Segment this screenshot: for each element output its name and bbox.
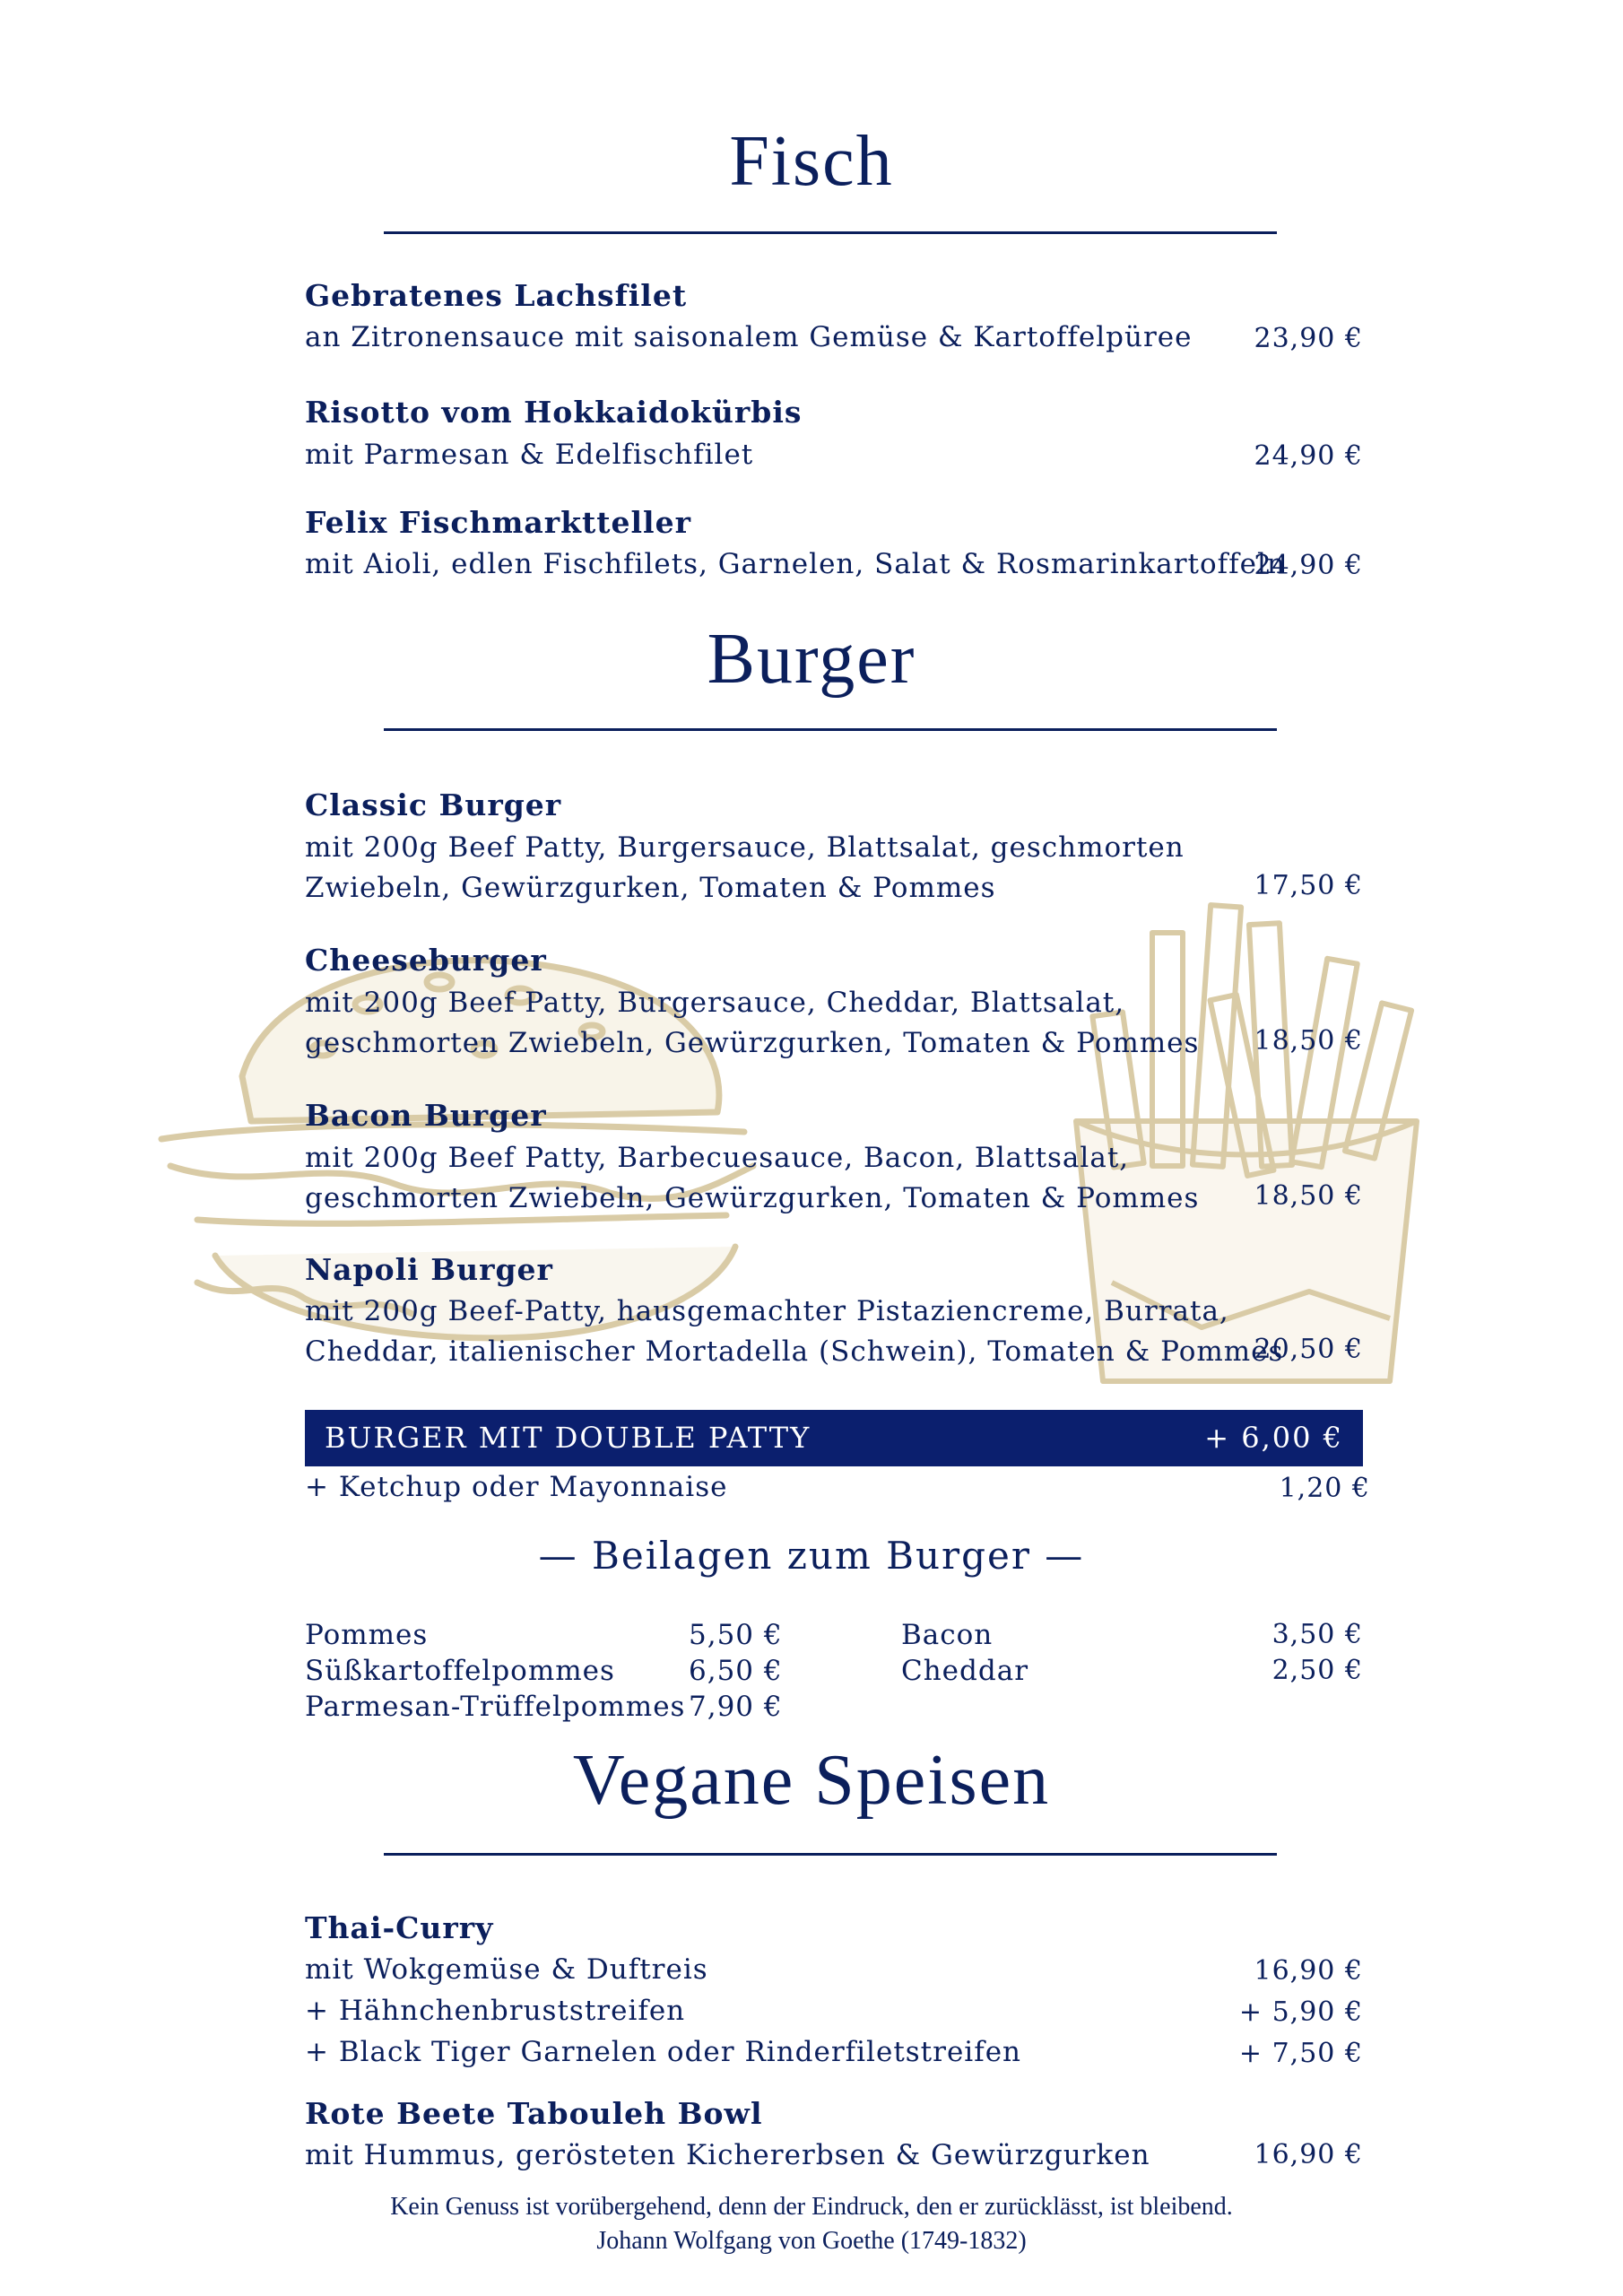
extra-sauce-price: 1,20 € [1279,1473,1370,1504]
menu-item-desc: geschmorten Zwiebeln, Gewürzgurken, Tomaten & Pommes [305,1182,1200,1214]
section-title-fisch: Fisch [729,122,894,201]
menu-item-name: Risotto vom Hokkaidokürbis [305,395,803,430]
menu-item-desc: geschmorten Zwiebeln, Gewürzgurken, Tomaten & Pommes [305,1027,1200,1059]
menu-item-price: 23,90 € [1254,323,1363,354]
double-patty-banner [305,1410,1363,1466]
menu-item-desc: mit Aioli, edlen Fischfilets, Garnelen, Salat & Rosmarinkartoffeln [305,548,1286,580]
side-price: 5,50 € [689,1619,783,1651]
menu-item-price: 18,50 € [1254,1025,1363,1057]
menu-item-desc: mit 200g Beef Patty, Burgersauce, Blattsalat, geschmorten [305,831,1185,864]
menu-item-name: Cheeseburger [305,943,547,978]
menu-item-name: Gebratenes Lachsfilet [305,278,688,313]
menu-item-desc: mit Parmesan & Edelfischfilet [305,439,754,471]
section-title-burger: Burger [707,620,916,699]
sides-heading: — Beilagen zum Burger — [538,1534,1085,1578]
side-name: Bacon [901,1619,994,1651]
side-price: 2,50 € [1271,1655,1363,1686]
menu-item-desc: mit Hummus, gerösteten Kichererbsen & Gewürzgurken [305,2139,1150,2171]
addon-price: + 7,50 € [1238,2038,1363,2069]
menu-item-name: Napoli Burger [305,1252,553,1287]
menu-item-desc: an Zitronensauce mit saisonalem Gemüse & Kartoffelpüree [305,321,1193,353]
menu-item-name: Thai-Curry [305,1910,494,1945]
menu-item-price: 16,90 € [1254,2139,1363,2170]
menu-item-desc: Cheddar, italienischer Mortadella (Schwein), Tomaten & Pommes [305,1335,1284,1368]
menu-item-desc: Zwiebeln, Gewürzgurken, Tomaten & Pommes [305,872,996,904]
addon-price: + 5,90 € [1238,1996,1363,2028]
footer-quote: Kein Genuss ist vorübergehend, denn der Eindruck, den er zurücklässt, ist bleibend. [390,2193,1233,2221]
menu-item-price: 20,50 € [1254,1334,1363,1365]
section-divider [384,231,1277,234]
side-name: Parmesan-Trüffelpommes [305,1691,686,1723]
menu-item-name: Bacon Burger [305,1098,547,1133]
menu-item-name: Felix Fischmarktteller [305,505,691,540]
menu-item-price: 24,90 € [1254,440,1363,472]
addon-label: + Black Tiger Garnelen oder Rinderfiletstreifen [305,2036,1022,2068]
section-title-vegan: Vegane Speisen [572,1741,1051,1820]
side-name: Süßkartoffelpommes [305,1655,615,1687]
section-divider [384,1853,1277,1856]
menu-item-name: Rote Beete Tabouleh Bowl [305,2096,763,2131]
double-patty-label: BURGER MIT DOUBLE PATTY [325,1421,812,1455]
double-patty-price: + 6,00 € [1204,1421,1343,1455]
menu-item-price: 17,50 € [1254,870,1363,901]
side-name: Cheddar [901,1655,1029,1687]
extra-sauce-label: + Ketchup oder Mayonnaise [305,1471,728,1503]
addon-label: + Hähnchenbruststreifen [305,1995,686,2027]
side-price: 7,90 € [689,1691,783,1723]
menu-item-desc: mit Wokgemüse & Duftreis [305,1953,708,1986]
section-divider [384,728,1277,731]
menu-item-desc: mit 200g Beef Patty, Burgersauce, Cheddar, Blattsalat, [305,987,1125,1019]
side-price: 3,50 € [1271,1619,1363,1650]
menu-item-price: 16,90 € [1254,1955,1363,1987]
menu-item-name: Classic Burger [305,787,562,822]
footer-author: Johann Wolfgang von Goethe (1749-1832) [596,2227,1027,2255]
side-price: 6,50 € [689,1655,783,1687]
menu-item-desc: mit 200g Beef-Patty, hausgemachter Pistaziencreme, Burrata, [305,1295,1229,1327]
menu-item-price: 18,50 € [1254,1180,1363,1212]
menu-item-desc: mit 200g Beef Patty, Barbecuesauce, Bacon, Blattsalat, [305,1142,1130,1174]
side-name: Pommes [305,1619,429,1651]
menu-item-price: 24,90 € [1254,550,1363,581]
